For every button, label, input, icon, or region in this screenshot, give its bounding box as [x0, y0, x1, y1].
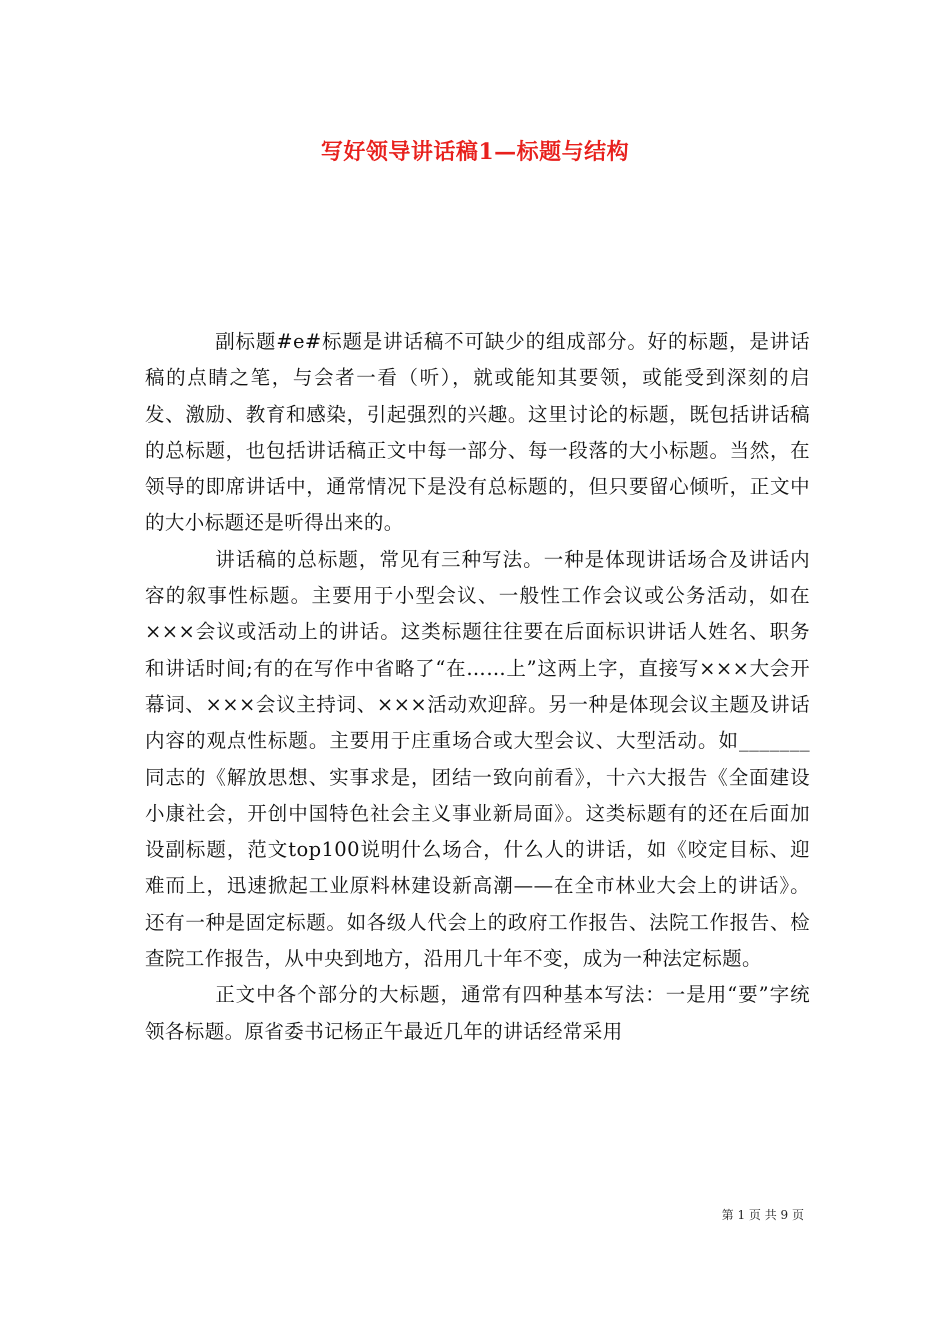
document-title: 写好领导讲话稿1—标题与结构	[320, 139, 630, 165]
document-body	[145, 324, 810, 1050]
paragraph-3: 正文中各个部分的大标题，通常有四种基本写法：一是用“要”字统领各标题。原省委书记杨正午最近几年的讲话经常采用	[145, 983, 810, 1043]
page-number-footer: 第 1 页 共 9 页	[721, 1208, 804, 1222]
paragraph-1: 副标题#e#标题是讲话稿不可缺少的组成部分。好的标题，是讲话稿的点睛之笔，与会者一看（听），就或能知其要领，或能受到深刻的启发、激励、教育和感染，引起强烈的兴趣。这里讨论的标题，既包括讲话稿的总标题，也包括讲话稿正文中每一部分、每一段落的大小标题。当然，在领导的即席讲话中，通常情况下是没有总标题的，但只要留心倾听，正文中的大小标题还是听得出来的。	[145, 330, 810, 535]
paragraph-2: 讲话稿的总标题，常见有三种写法。一种是体现讲话场合及讲话内容的叙事性标题。主要用于小型会议、一般性工作会议或公务活动，如在×××会议或活动上的讲话。这类标题往往要在后面标识讲话人姓名、职务和讲话时间;有的在写作中省略了“在……上”这两上字，直接写×××大会开幕词、×××会议主持词、×××活动欢迎辞。另一种是体现会议主题及讲话内容的观点性标题。主要用于庄重场合或大型会议、大型活动。如_______同志的《解放思想、实事求是，团结一致向前看》，十六大报告《全面建设小康社会，开创中国特色社会主义事业新局面》。这类标题有的还在后面加设副标题，范文top100说明什么场合，什么人的讲话，如《咬定目标、迎难而上，迅速掀起工业原料林建设新高潮——在全市林业大会上的讲话》。还有一种是固定标题。如各级人代会上的政府工作报告、法院工作报告、检查院工作报告，从中央到地方，沿用几十年不变，成为一种法定标题。	[145, 547, 810, 971]
